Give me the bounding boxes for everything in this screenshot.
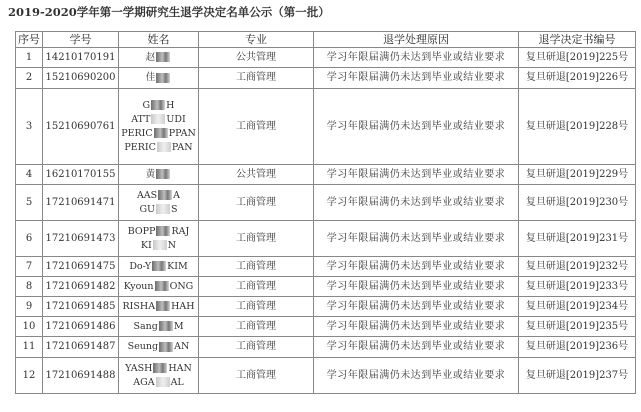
header-reason: 退学处理原因 (314, 32, 519, 48)
index-cell: 6 (16, 221, 43, 257)
redaction-blur (158, 190, 172, 200)
name-fragment: S (171, 203, 178, 215)
name-cell (119, 221, 199, 257)
name-cell (119, 257, 199, 277)
table-row (16, 48, 636, 68)
student-id-cell: 17210691488 (43, 358, 119, 394)
redaction-blur (156, 301, 170, 311)
name-fragment: AL (170, 376, 184, 388)
student-id-cell: 16210170155 (43, 165, 119, 185)
name-fragment: G (142, 99, 151, 111)
index-cell: 4 (16, 165, 43, 185)
redaction-blur (153, 240, 167, 250)
doc-number-cell: 复旦研退[2019]237号 (519, 358, 636, 394)
withdrawal-table (15, 31, 636, 394)
reason-cell: 学习年限届满仍未达到毕业或结业要求 (314, 337, 519, 358)
redaction-blur (156, 73, 170, 83)
name-cell (119, 185, 199, 221)
redaction-blur (156, 169, 170, 179)
name-fragment: H (166, 99, 175, 111)
name-fragment: Sang (133, 320, 158, 332)
doc-number-cell: 复旦研退[2019]236号 (519, 337, 636, 358)
header-name: 姓名 (119, 32, 199, 48)
name-fragment: RAJ (171, 225, 190, 237)
index-cell: 2 (16, 68, 43, 89)
student-id-cell: 17210691475 (43, 257, 119, 277)
name-fragment: BOPP (127, 225, 156, 237)
redaction-blur (152, 261, 166, 271)
student-id-cell: 17210691482 (43, 277, 119, 297)
reason-cell: 学习年限届满仍未达到毕业或结业要求 (314, 358, 519, 394)
major-cell: 工商管理 (199, 277, 314, 297)
name-fragment: AN (174, 341, 190, 352)
name-fragment: A (173, 189, 181, 201)
redaction-blur (155, 281, 169, 291)
doc-number-cell: 复旦研退[2019]231号 (519, 221, 636, 257)
page-title: 2019-2020学年第一学期研究生退学决定名单公示（第一批） (8, 5, 330, 19)
name-fragment: 黄 (145, 168, 156, 180)
name-fragment: KI (140, 239, 152, 251)
name-fragment: HAH (171, 300, 195, 312)
student-id-cell: 15210690200 (43, 68, 119, 89)
index-cell: 3 (16, 89, 43, 165)
doc-number-cell: 复旦研退[2019]226号 (519, 68, 636, 89)
name-cell (119, 297, 199, 317)
redaction-blur (159, 321, 173, 331)
student-id-cell: 17210691471 (43, 185, 119, 221)
table-row (16, 337, 636, 358)
redaction-blur (151, 114, 165, 124)
header-index: 序号 (16, 32, 43, 48)
redaction-blur (153, 363, 167, 373)
name-fragment: RISHA (122, 300, 156, 312)
major-cell: 工商管理 (199, 257, 314, 277)
name-cell (119, 358, 199, 394)
table-row (16, 358, 636, 394)
table-row (16, 221, 636, 257)
reason-cell: 学习年限届满仍未达到毕业或结业要求 (314, 185, 519, 221)
name-fragment: 赵 (145, 51, 156, 63)
major-cell: 工商管理 (199, 297, 314, 317)
major-cell: 工商管理 (199, 89, 314, 165)
major-cell: 工商管理 (199, 68, 314, 89)
name-fragment: KIM (167, 260, 188, 272)
student-id-cell: 17210691487 (43, 337, 119, 358)
index-cell: 7 (16, 257, 43, 277)
reason-cell: 学习年限届满仍未达到毕业或结业要求 (314, 165, 519, 185)
major-cell: 工商管理 (199, 337, 314, 358)
redaction-blur (151, 100, 165, 110)
redaction-blur (159, 342, 173, 352)
reason-cell: 学习年限届满仍未达到毕业或结业要求 (314, 68, 519, 89)
reason-cell: 学习年限届满仍未达到毕业或结业要求 (314, 89, 519, 165)
name-fragment: PERIC (121, 127, 153, 139)
header-doc-number: 退学决定书编号 (519, 32, 636, 48)
name-cell (119, 165, 199, 185)
name-fragment: PPAN (168, 127, 196, 139)
reason-cell: 学习年限届满仍未达到毕业或结业要求 (314, 297, 519, 317)
index-cell: 12 (16, 358, 43, 394)
student-id-cell: 17210691486 (43, 317, 119, 337)
name-fragment: PERIC (124, 141, 156, 153)
table-row (16, 89, 636, 165)
table-row (16, 257, 636, 277)
name-cell (119, 317, 199, 337)
redaction-blur (157, 142, 171, 152)
name-fragment: M (173, 320, 184, 332)
redaction-blur (156, 377, 170, 387)
header-student-id: 学号 (43, 32, 119, 48)
index-cell: 10 (16, 317, 43, 337)
index-cell: 1 (16, 48, 43, 68)
doc-number-cell: 复旦研退[2019]233号 (519, 277, 636, 297)
name-fragment: HAN (168, 362, 192, 374)
doc-number-cell: 复旦研退[2019]230号 (519, 185, 636, 221)
reason-cell: 学习年限届满仍未达到毕业或结业要求 (314, 48, 519, 68)
name-fragment: PAN (171, 141, 193, 153)
student-id-cell: 17210691485 (43, 297, 119, 317)
name-fragment: Kyoun (123, 280, 154, 292)
name-fragment: Do-Y (129, 260, 152, 272)
major-cell: 公共管理 (199, 165, 314, 185)
index-cell: 9 (16, 297, 43, 317)
doc-number-cell: 复旦研退[2019]225号 (519, 48, 636, 68)
name-cell (119, 89, 199, 165)
major-cell: 工商管理 (199, 185, 314, 221)
doc-number-cell: 复旦研退[2019]232号 (519, 257, 636, 277)
index-cell: 11 (16, 337, 43, 358)
name-fragment: AGA (133, 376, 155, 388)
doc-number-cell: 复旦研退[2019]228号 (519, 89, 636, 165)
student-id-cell: 17210691473 (43, 221, 119, 257)
name-fragment: Seung (127, 341, 159, 352)
name-fragment: YASH (125, 362, 153, 374)
name-cell (119, 48, 199, 68)
index-cell: 8 (16, 277, 43, 297)
doc-number-cell: 复旦研退[2019]234号 (519, 297, 636, 317)
student-id-cell: 15210690761 (43, 89, 119, 165)
name-fragment: ATT (131, 113, 151, 125)
doc-number-cell: 复旦研退[2019]229号 (519, 165, 636, 185)
name-fragment: 佳 (145, 72, 156, 83)
table-row (16, 68, 636, 89)
name-fragment: ONG (169, 280, 194, 292)
reason-cell: 学习年限届满仍未达到毕业或结业要求 (314, 277, 519, 297)
major-cell: 工商管理 (199, 221, 314, 257)
name-cell (119, 68, 199, 89)
student-id-cell: 14210170191 (43, 48, 119, 68)
reason-cell: 学习年限届满仍未达到毕业或结业要求 (314, 317, 519, 337)
redaction-blur (156, 204, 170, 214)
name-fragment: UDI (166, 113, 186, 125)
reason-cell: 学习年限届满仍未达到毕业或结业要求 (314, 257, 519, 277)
redaction-blur (156, 226, 170, 236)
table-header-row (16, 32, 636, 48)
name-fragment: GU (139, 203, 156, 215)
table-row (16, 317, 636, 337)
major-cell: 公共管理 (199, 48, 314, 68)
name-fragment: N (167, 239, 177, 251)
table-row (16, 165, 636, 185)
major-cell: 工商管理 (199, 358, 314, 394)
major-cell: 工商管理 (199, 317, 314, 337)
redaction-blur (156, 52, 170, 62)
table-row (16, 297, 636, 317)
name-fragment: AAS (136, 189, 158, 201)
index-cell: 5 (16, 185, 43, 221)
header-major: 专业 (199, 32, 314, 48)
redaction-blur (154, 128, 168, 138)
doc-number-cell: 复旦研退[2019]235号 (519, 317, 636, 337)
reason-cell: 学习年限届满仍未达到毕业或结业要求 (314, 221, 519, 257)
table-row (16, 185, 636, 221)
name-cell (119, 337, 199, 358)
table-row (16, 277, 636, 297)
name-cell (119, 277, 199, 297)
